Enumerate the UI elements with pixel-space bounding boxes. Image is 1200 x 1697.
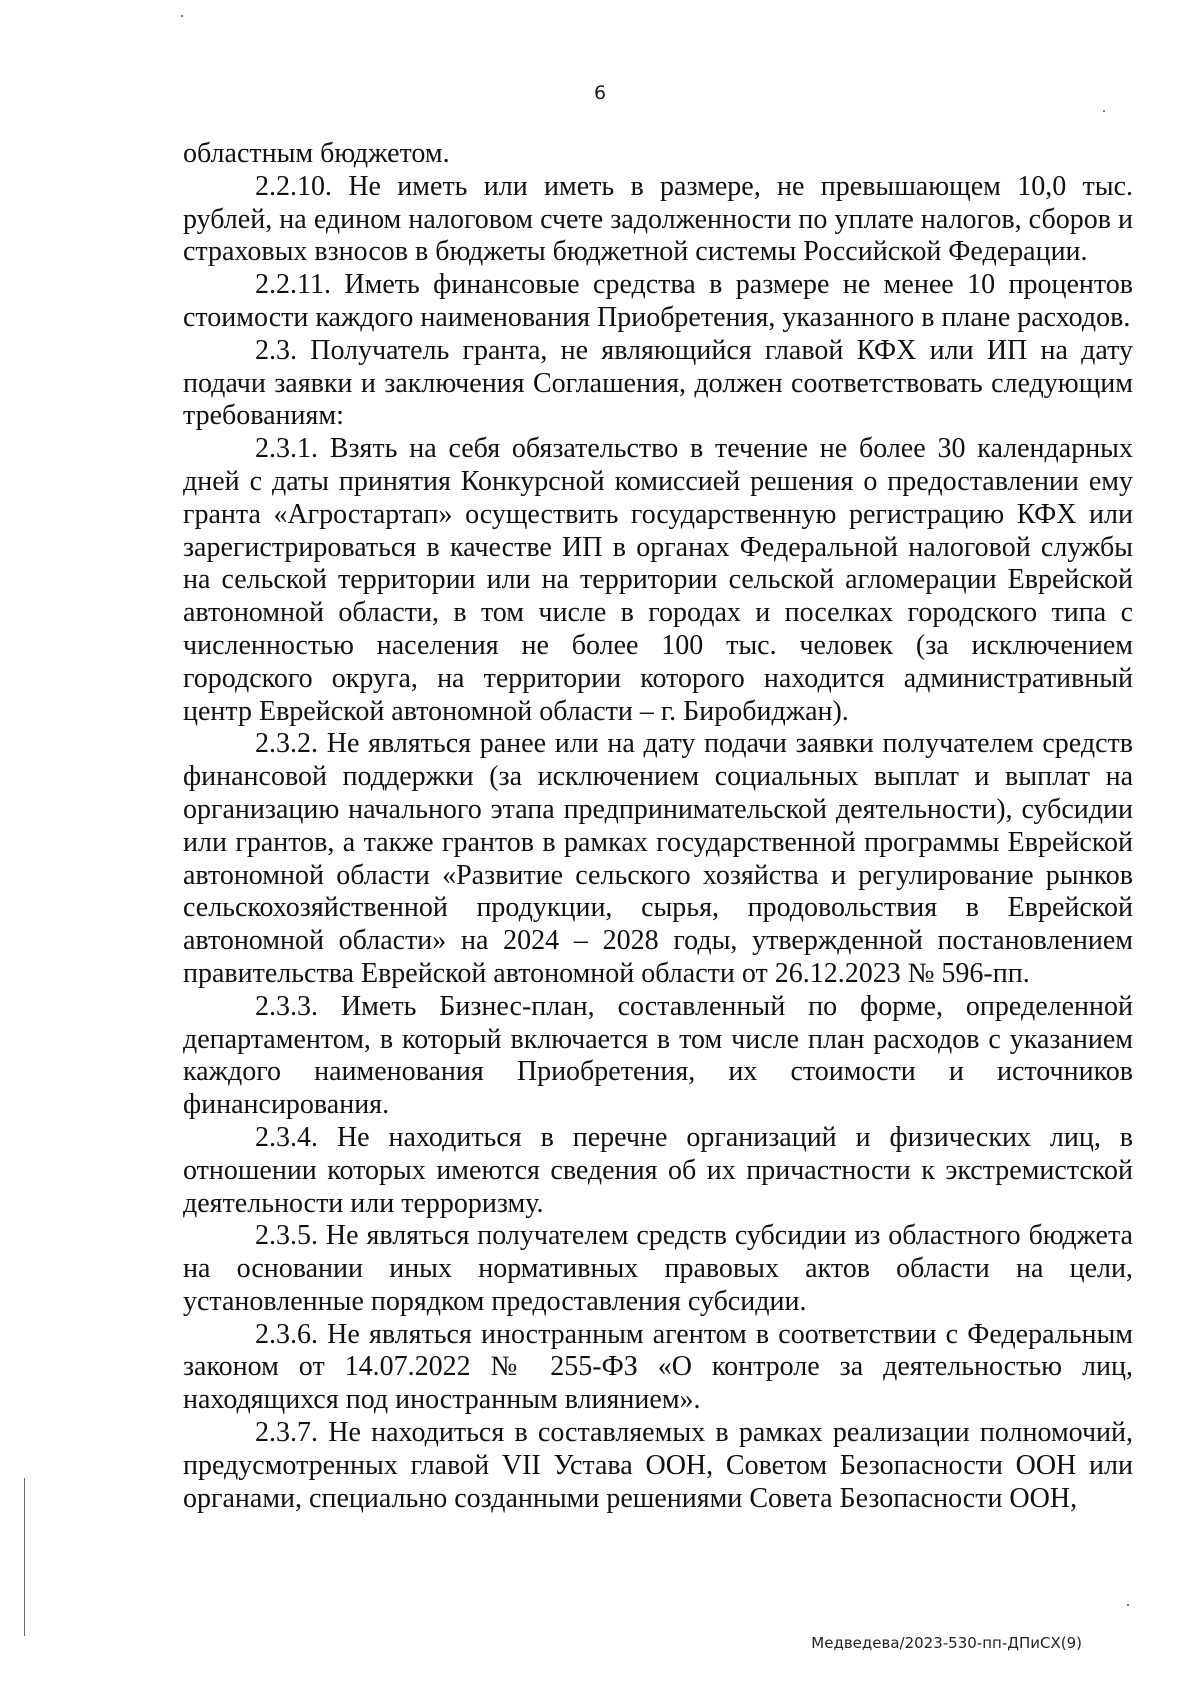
paragraph-2-2-11: 2.2.11. Иметь финансовые средства в размере не менее 10 процентов стоимости каждого наименования Приобретения, указанного в плане расходов. (183, 269, 1133, 333)
paragraph-2-3-3: 2.3.3. Иметь Бизнес-план, составленный по форме, определенной департаментом, в который включается в том числе план расходов с указанием каждого наименования Приобретения, их стоимости и источников финансирования. (183, 990, 1133, 1121)
page-number: 6 (593, 82, 607, 104)
paragraph-2-3-1: 2.3.1. Взять на себя обязательство в течение не более 30 календарных дней с даты принятия Конкурсной комиссией решения о предоставлении ему гранта «Агростартап» осуществить государственную регистрацию КФХ или зарегистрироваться в качестве ИП в органах Федеральной налоговой службы на сельской территории или на территории сельской агломерации Еврейской автономной области, в том числе в городах и поселках городского типа с численностью населения не более 100 тыс. человек (за исключением городского округа, на территории которого находится административный центр Еврейской автономной области – г. Биробиджан). (183, 433, 1133, 727)
paragraph-2-2-10: 2.2.10. Не иметь или иметь в размере, не превышающем 10,0 тыс. рублей, на едином налоговом счете задолженности по уплате налогов, сборов и страховых взносов в бюджеты бюджетной системы Российской Федерации. (183, 170, 1133, 268)
paragraph-2-3-4: 2.3.4. Не находиться в перечне организаций и физических лиц, в отношении которых имеются сведения об их причастности к экстремистской деятельности или терроризму. (183, 1121, 1133, 1219)
document-body (183, 138, 1133, 1515)
scan-speck (181, 15, 183, 17)
paragraph-2-3: 2.3. Получатель гранта, не являющийся главой КФХ или ИП на дату подачи заявки и заключения Соглашения, должен соответствовать следующим требованиям: (183, 334, 1133, 432)
paragraph-2-3-2: 2.3.2. Не являться ранее или на дату подачи заявки получателем средств финансовой поддержки (за исключением социальных выплат и выплат на организацию начального этапа предпринимательской деятельности), субсидии или грантов, а также грантов в рамках государственной программы Еврейской автономной области «Развитие сельского хозяйства и регулирование рынков сельскохозяйственной продукции, сырья, продовольствия в Еврейской автономной области» на 2024 – 2028 годы, утвержденной постановлением правительства Еврейской автономной области от 26.12.2023 № 596-пп. (183, 728, 1133, 989)
document-reference: Медведева/2023-530-пп-ДПиСХ(9) (811, 1634, 1082, 1652)
paragraph-continuation: областным бюджетом. (183, 138, 450, 169)
paragraph-2-3-5: 2.3.5. Не являться получателем средств субсидии из областного бюджета на основании иных нормативных правовых актов области на цели, установленные порядком предоставления субсидии. (183, 1220, 1133, 1317)
scan-speck (1127, 1604, 1129, 1606)
scan-margin-line (24, 1478, 25, 1636)
paragraph-2-3-6: 2.3.6. Не являться иностранным агентом в соответствии с Федеральным законом от 14.07.2022 № 255-ФЗ «О контроле за деятельностью лиц, находящихся под иностранным влиянием». (183, 1318, 1133, 1416)
scan-speck (1103, 110, 1105, 112)
paragraph-2-3-7: 2.3.7. Не находиться в составляемых в рамках реализации полномочий, предусмотренных главой VII Устава ООН, Советом Безопасности ООН или органами, специально созданными решениями Совета Безопасности ООН, (183, 1417, 1133, 1514)
